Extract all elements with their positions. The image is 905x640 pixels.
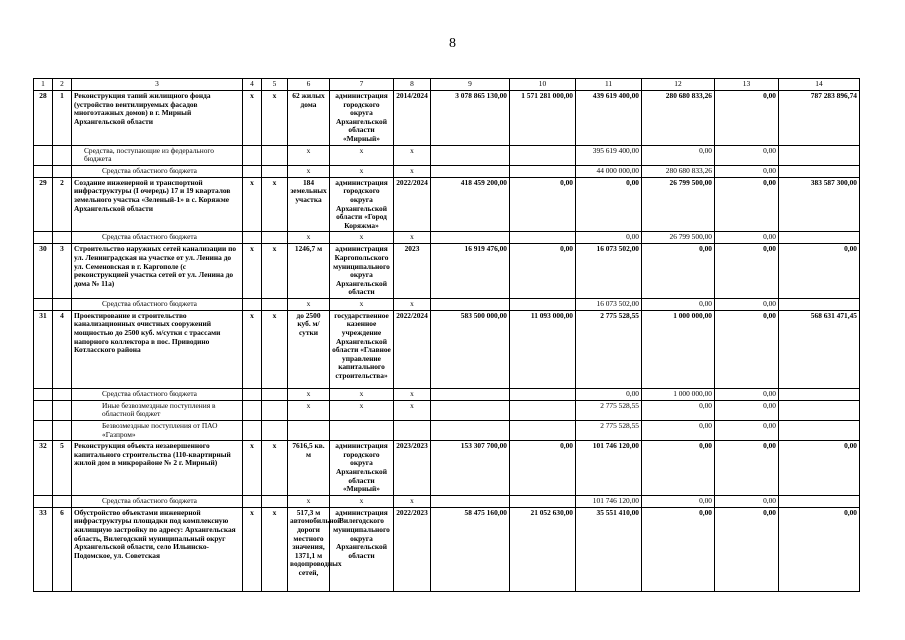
amount: 0,00: [642, 507, 715, 591]
project-name: Обустройство объектами инженерной инфраструктуры площадки под комплексную жилищную застройку по адресу: Архангельская область, Вилегодский муниципальный округ Архангельской области, село Ильинско-Подомское, ул. Советская: [72, 507, 243, 591]
customer: администрация городского округа Архангельской области «Мирный»: [330, 91, 394, 146]
amount: 0,00: [510, 244, 576, 299]
amount: 0,00: [642, 400, 715, 420]
column-number: 14: [779, 79, 860, 91]
amount: 0,00: [642, 421, 715, 441]
amount: 418 459 200,00: [431, 177, 510, 232]
cell: х: [288, 145, 330, 165]
item-number: 3: [53, 244, 72, 299]
amount: 0,00: [779, 441, 860, 496]
amount: 280 680 833,26: [642, 91, 715, 146]
amount: 0,00: [642, 244, 715, 299]
column-number: 5: [262, 79, 288, 91]
funding-source: Безвозмездные поступления от ПАО «Газпром»: [72, 421, 243, 441]
period: 2022/2024: [394, 310, 431, 388]
cell: х: [243, 244, 262, 299]
cell: х: [330, 165, 394, 177]
capacity: 7616,5 кв. м: [288, 441, 330, 496]
amount: 439 619 400,00: [576, 91, 642, 146]
amount: 11 093 000,00: [510, 310, 576, 388]
row-number: 32: [34, 441, 53, 496]
amount: 2 775 528,55: [576, 310, 642, 388]
cell: х: [243, 310, 262, 388]
period: 2023/2023: [394, 441, 431, 496]
column-number: 11: [576, 79, 642, 91]
cell: х: [394, 165, 431, 177]
table-row: [34, 507, 860, 591]
funding-source: Средства, поступающие из федерального бюджета: [72, 145, 243, 165]
funding-source: Средства областного бюджета: [72, 388, 243, 400]
table-subrow: [34, 400, 860, 420]
amount: 16 073 502,00: [576, 244, 642, 299]
amount: 0,00: [510, 441, 576, 496]
table-subrow: [34, 388, 860, 400]
cell: х: [330, 388, 394, 400]
cell: х: [288, 232, 330, 244]
column-number: 8: [394, 79, 431, 91]
column-number: 6: [288, 79, 330, 91]
amount: 21 052 630,00: [510, 507, 576, 591]
amount: 2 775 528,55: [576, 421, 642, 441]
row-number: 31: [34, 310, 53, 388]
cell: х: [262, 310, 288, 388]
table-subrow: [34, 165, 860, 177]
amount: 44 000 000,00: [576, 165, 642, 177]
amount: 26 799 500,00: [642, 177, 715, 232]
amount: 280 680 833,26: [642, 165, 715, 177]
amount: 0,00: [779, 244, 860, 299]
amount: 0,00: [715, 165, 779, 177]
column-number-row: [34, 79, 860, 91]
amount: 101 746 120,00: [576, 495, 642, 507]
customer: администрация городского округа Архангельской области «Город Коряжма»: [330, 177, 394, 232]
table-row: [34, 310, 860, 388]
customer: государственное казенное учреждение Архангельской области «Главное управление капитального строительства»: [330, 310, 394, 388]
cell: х: [243, 441, 262, 496]
row-number: 28: [34, 91, 53, 146]
amount: 0,00: [715, 441, 779, 496]
amount: 395 619 400,00: [576, 145, 642, 165]
cell: х: [262, 244, 288, 299]
cell: х: [288, 400, 330, 420]
amount: 0,00: [715, 421, 779, 441]
amount: 1 571 281 000,00: [510, 91, 576, 146]
item-number: 1: [53, 91, 72, 146]
amount: 583 500 000,00: [431, 310, 510, 388]
amount: 101 746 120,00: [576, 441, 642, 496]
customer: администрация городского округа Архангельской области «Мирный»: [330, 441, 394, 496]
amount: 0,00: [715, 177, 779, 232]
page-number: 8: [449, 36, 456, 51]
cell: х: [330, 400, 394, 420]
column-number: 4: [243, 79, 262, 91]
column-number: 1: [34, 79, 53, 91]
amount: 0,00: [715, 145, 779, 165]
amount: 153 307 700,00: [431, 441, 510, 496]
amount: 0,00: [715, 298, 779, 310]
column-number: 3: [72, 79, 243, 91]
capacity: до 2500 куб. м/ сутки: [288, 310, 330, 388]
funding-source: Средства областного бюджета: [72, 232, 243, 244]
cell: х: [394, 495, 431, 507]
table-row: [34, 177, 860, 232]
cell: х: [262, 441, 288, 496]
amount: 0,00: [510, 177, 576, 232]
column-number: 13: [715, 79, 779, 91]
period: 2022/2023: [394, 507, 431, 591]
table-row: [34, 244, 860, 299]
cell: х: [288, 165, 330, 177]
cell: х: [243, 91, 262, 146]
amount: 0,00: [642, 495, 715, 507]
customer: администрация Каргопольского муниципального округа Архангельской области: [330, 244, 394, 299]
cell: х: [330, 145, 394, 165]
row-number: 33: [34, 507, 53, 591]
cell: х: [288, 495, 330, 507]
cell: х: [288, 388, 330, 400]
cell: х: [394, 145, 431, 165]
amount: 0,00: [642, 145, 715, 165]
cell: х: [243, 177, 262, 232]
funding-source: Средства областного бюджета: [72, 165, 243, 177]
table-row: [34, 91, 860, 146]
amount: 26 799 500,00: [642, 232, 715, 244]
row-number: 29: [34, 177, 53, 232]
period: 2023: [394, 244, 431, 299]
funding-source: Средства областного бюджета: [72, 495, 243, 507]
customer: администрация Вилегодского муниципального округа Архангельской области: [330, 507, 394, 591]
amount: 0,00: [715, 232, 779, 244]
funding-source: Иные безвозмездные поступления в областной бюджет: [72, 400, 243, 420]
amount: 568 631 471,45: [779, 310, 860, 388]
amount: 35 551 410,00: [576, 507, 642, 591]
amount: 0,00: [576, 177, 642, 232]
table-subrow: [34, 145, 860, 165]
cell: х: [288, 298, 330, 310]
cell: х: [243, 507, 262, 591]
amount: 0,00: [715, 400, 779, 420]
cell: х: [394, 388, 431, 400]
funding-source: Средства областного бюджета: [72, 298, 243, 310]
cell: х: [262, 507, 288, 591]
amount: 0,00: [715, 495, 779, 507]
amount: 3 078 865 130,00: [431, 91, 510, 146]
amount: 1 000 000,00: [642, 310, 715, 388]
column-number: 12: [642, 79, 715, 91]
amount: 0,00: [715, 388, 779, 400]
amount: 1 000 000,00: [642, 388, 715, 400]
project-name: Реконструкция объекта незавершенного капитального строительства (110-квартирный жилой дом в микрорайоне № 2 г. Мирный): [72, 441, 243, 496]
amount: 0,00: [576, 232, 642, 244]
amount: 16 919 476,00: [431, 244, 510, 299]
amount: 0,00: [715, 310, 779, 388]
table-row: [34, 441, 860, 496]
cell: х: [394, 232, 431, 244]
item-number: 2: [53, 177, 72, 232]
period: 2014/2024: [394, 91, 431, 146]
amount: 2 775 528,55: [576, 400, 642, 420]
table-subrow: [34, 421, 860, 441]
cell: х: [394, 400, 431, 420]
row-number: 30: [34, 244, 53, 299]
amount: 0,00: [715, 244, 779, 299]
item-number: 5: [53, 441, 72, 496]
capacity: 1246,7 м: [288, 244, 330, 299]
table-subrow: [34, 495, 860, 507]
project-name: Проектирование и строительство канализационных очистных сооружений мощностью до 2500 куб. м/сутки с трассами напорного коллектора в пос. Приводино Котласского района: [72, 310, 243, 388]
cell: х: [262, 91, 288, 146]
amount: 0,00: [642, 441, 715, 496]
project-name: Реконструкция тапий жилищного фонда (устройство вентилируемых фасадов многоэтажных домов) в г. Мирный Архангельской области: [72, 91, 243, 146]
capacity: 62 жилых дома: [288, 91, 330, 146]
table-subrow: [34, 298, 860, 310]
amount: 0,00: [576, 388, 642, 400]
amount: 0,00: [779, 507, 860, 591]
cell: х: [330, 495, 394, 507]
period: 2022/2024: [394, 177, 431, 232]
budget-table: [33, 78, 860, 592]
amount: 383 587 300,00: [779, 177, 860, 232]
amount: 0,00: [642, 298, 715, 310]
capacity: 517,3 м автомобильной дороги местного значения, 1371,1 м водопроводных сетей,: [288, 507, 330, 591]
cell: х: [262, 177, 288, 232]
amount: 787 283 896,74: [779, 91, 860, 146]
column-number: 9: [431, 79, 510, 91]
table-subrow: [34, 232, 860, 244]
project-name: Создание инженерной и транспортной инфраструктуры (I очередь) 17 и 19 кварталов земельного участка «Зеленый-1» в с. Коряжме Архангельской области: [72, 177, 243, 232]
cell: х: [330, 298, 394, 310]
amount: 0,00: [715, 91, 779, 146]
amount: 16 073 502,00: [576, 298, 642, 310]
item-number: 6: [53, 507, 72, 591]
column-number: 2: [53, 79, 72, 91]
column-number: 10: [510, 79, 576, 91]
cell: х: [330, 232, 394, 244]
amount: 0,00: [715, 507, 779, 591]
project-name: Строительство наружных сетей канализации по ул. Ленинградская на участке от ул. Ленина до ул. Семеновская в г. Каргополе (с реконструкцией участка сетей от ул. Ленина до дома № 11а): [72, 244, 243, 299]
amount: 58 475 160,00: [431, 507, 510, 591]
item-number: 4: [53, 310, 72, 388]
cell: х: [394, 298, 431, 310]
capacity: 184 земельных участка: [288, 177, 330, 232]
column-number: 7: [330, 79, 394, 91]
